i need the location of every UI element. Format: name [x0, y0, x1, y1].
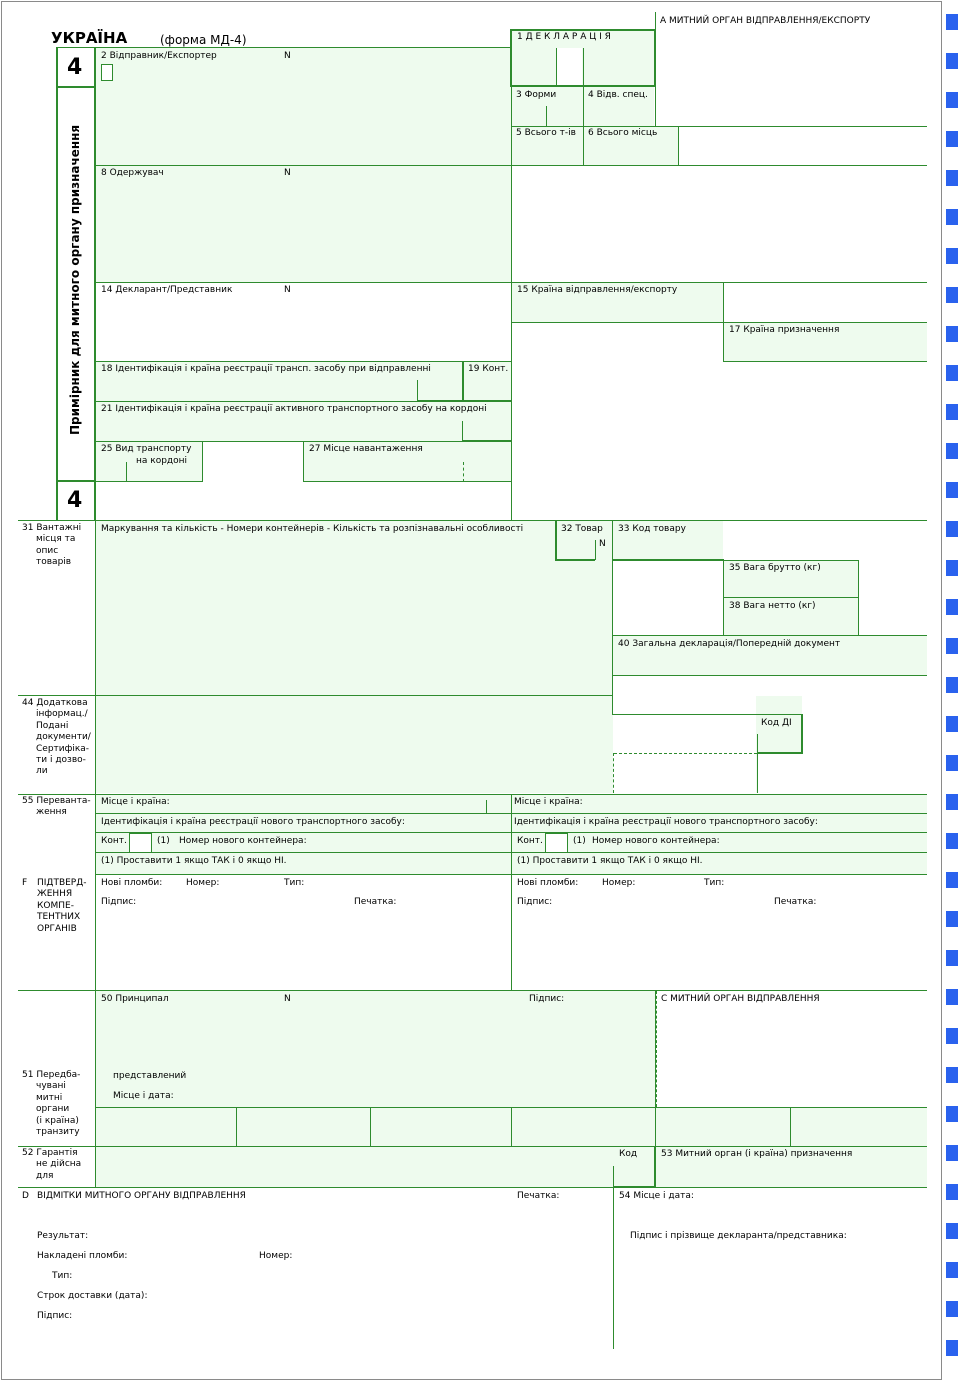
stamp-right: Печатка:	[774, 897, 817, 907]
vertical-title: Примірник для митного органу призначення	[68, 124, 82, 435]
new-seals-right: Нові пломби:	[517, 878, 579, 888]
form-label: (форма МД-4)	[160, 33, 247, 47]
box-32-n: N	[599, 539, 606, 549]
box-44-side: 44 Додаткова інформац./ Подані документи/ Сертифіка- ти і дозво- ли	[22, 698, 91, 777]
d-letter: D	[22, 1191, 29, 1201]
copy-number-top: 4	[67, 55, 83, 80]
copy-number-bottom: 4	[67, 488, 83, 513]
box-18-label: 18 Ідентифікація і країна реєстрації трансп. засобу при відправленні	[101, 364, 431, 374]
box-25-label-2: на кордоні	[136, 456, 188, 466]
box-50-signature: Підпис:	[529, 994, 565, 1004]
number-left: Номер:	[186, 878, 220, 888]
box-19-label: 19 Конт.	[468, 364, 509, 374]
box-31-label: Маркування та кількість - Номери контейнерів - Кількість та розпізнавальні особливості	[101, 524, 524, 534]
box-1-label: 1 Д Е К Л А Р А Ц І Я	[517, 32, 611, 42]
d-type-label: Тип:	[52, 1271, 73, 1281]
box-32-label: 32 Товар	[561, 524, 603, 534]
box-53-label: 53 Митний орган (і країна) призначення	[661, 1149, 853, 1159]
place-country-right: Місце і країна:	[514, 797, 583, 807]
delivery-label: Строк доставки (дата):	[37, 1291, 148, 1301]
declarant-signature-label: Підпис і прізвище декларанта/представника:	[630, 1231, 847, 1241]
ident-new-left: Ідентифікація і країна реєстрації нового транспортного засобу:	[101, 817, 405, 827]
d-stamp-label: Печатка:	[517, 1191, 560, 1201]
d-signature-label: Підпис:	[37, 1311, 73, 1321]
signature-left: Підпис:	[101, 897, 137, 907]
box-50-label: 50 Принципал	[101, 994, 169, 1004]
box-3-label: 3 Форми	[516, 90, 557, 100]
type-right: Тип:	[704, 878, 725, 888]
place-date-label: Місце і дата:	[113, 1091, 174, 1101]
cont-right: Конт.	[517, 836, 543, 846]
signature-right: Підпис:	[517, 897, 553, 907]
stamp-left: Печатка:	[354, 897, 397, 907]
box-50-n: N	[284, 994, 291, 1004]
ident-new-right: Ідентифікація і країна реєстрації нового транспортного засобу:	[514, 817, 818, 827]
box-2-n: N	[284, 51, 291, 61]
new-container-right: Номер нового контейнера:	[592, 836, 720, 846]
seals-applied-label: Накладені пломби:	[37, 1251, 128, 1261]
box-21-label: 21 Ідентифікація і країна реєстрації активного транспортного засобу на кордоні	[101, 404, 487, 414]
box-2-label: 2 Відправник/Експортер	[101, 51, 217, 61]
box-55-side: 55 Переванта- ження	[22, 796, 91, 818]
box-17-label: 17 Країна призначення	[729, 325, 840, 335]
box-8-n: N	[284, 168, 291, 178]
box-33-label: 33 Код товару	[618, 524, 686, 534]
place-country-left: Місце і країна:	[101, 797, 170, 807]
field-2-sender[interactable]	[96, 48, 511, 165]
box-35-label: 35 Вага брутто (кг)	[729, 563, 821, 573]
box-25-label: 25 Вид транспорту	[101, 444, 192, 454]
note-left: (1) Проставити 1 якщо ТАК і 0 якщо НІ.	[101, 856, 287, 866]
note-right: (1) Проставити 1 якщо ТАК і 0 якщо НІ.	[517, 856, 703, 866]
result-label: Результат:	[37, 1231, 89, 1241]
field-8-consignee[interactable]	[96, 166, 511, 282]
new-container-left: Номер нового контейнера:	[179, 836, 307, 846]
box-15-label: 15 Країна відправлення/експорту	[517, 285, 678, 295]
one-left: (1)	[157, 836, 170, 846]
f-side: ПІДТВЕРД- ЖЕННЯ КОМПЕ- ТЕНТНИХ ОРГАНІВ	[37, 878, 87, 934]
box-52-side: 52 Гарантія не дійсна для	[22, 1148, 82, 1181]
box-8-label: 8 Одержувач	[101, 168, 164, 178]
code-di-label: Код ДІ	[761, 718, 792, 728]
number-right: Номер:	[602, 878, 636, 888]
box-27-label: 27 Місце навантаження	[309, 444, 423, 454]
box-38-label: 38 Вага нетто (кг)	[729, 601, 816, 611]
type-left: Тип:	[284, 878, 305, 888]
f-letter: F	[22, 878, 28, 888]
new-seals-left: Нові пломби:	[101, 878, 163, 888]
box-4-label: 4 Відв. спец.	[588, 90, 648, 100]
field-31[interactable]	[96, 521, 612, 695]
one-right: (1)	[573, 836, 586, 846]
box-d-label: ВІДМІТКИ МИТНОГО ОРГАНУ ВІДПРАВЛЕННЯ	[37, 1191, 246, 1201]
box-54-label: 54 Місце і дата:	[619, 1191, 694, 1201]
box-31-side: 31 Вантажні місця та опис товарів	[22, 523, 82, 568]
box-14-n: N	[284, 285, 291, 295]
box-c-label: С МИТНИЙ ОРГАН ВІДПРАВЛЕННЯ	[661, 994, 820, 1004]
box-2-checkbox[interactable]	[101, 64, 113, 81]
code-label: Код	[619, 1149, 638, 1159]
represented-label: представлений	[113, 1071, 187, 1081]
box-5-label: 5 Всього т-ів	[516, 128, 576, 138]
d-number-label: Номер:	[259, 1251, 293, 1261]
box-6-label: 6 Всього місць	[588, 128, 658, 138]
country-title: УКРАЇНА	[51, 29, 128, 47]
box-14-label: 14 Декларант/Представник	[101, 285, 233, 295]
field-50[interactable]	[96, 991, 655, 1107]
box-40-label: 40 Загальна декларація/Попередній документ	[618, 639, 841, 649]
box-a-label: А МИТНИЙ ОРГАН ВІДПРАВЛЕННЯ/ЕКСПОРТУ	[660, 16, 871, 26]
box-51-side: 51 Передба- чувані митні органи (і країна) транзиту	[22, 1070, 81, 1138]
cont-left: Конт.	[101, 836, 127, 846]
